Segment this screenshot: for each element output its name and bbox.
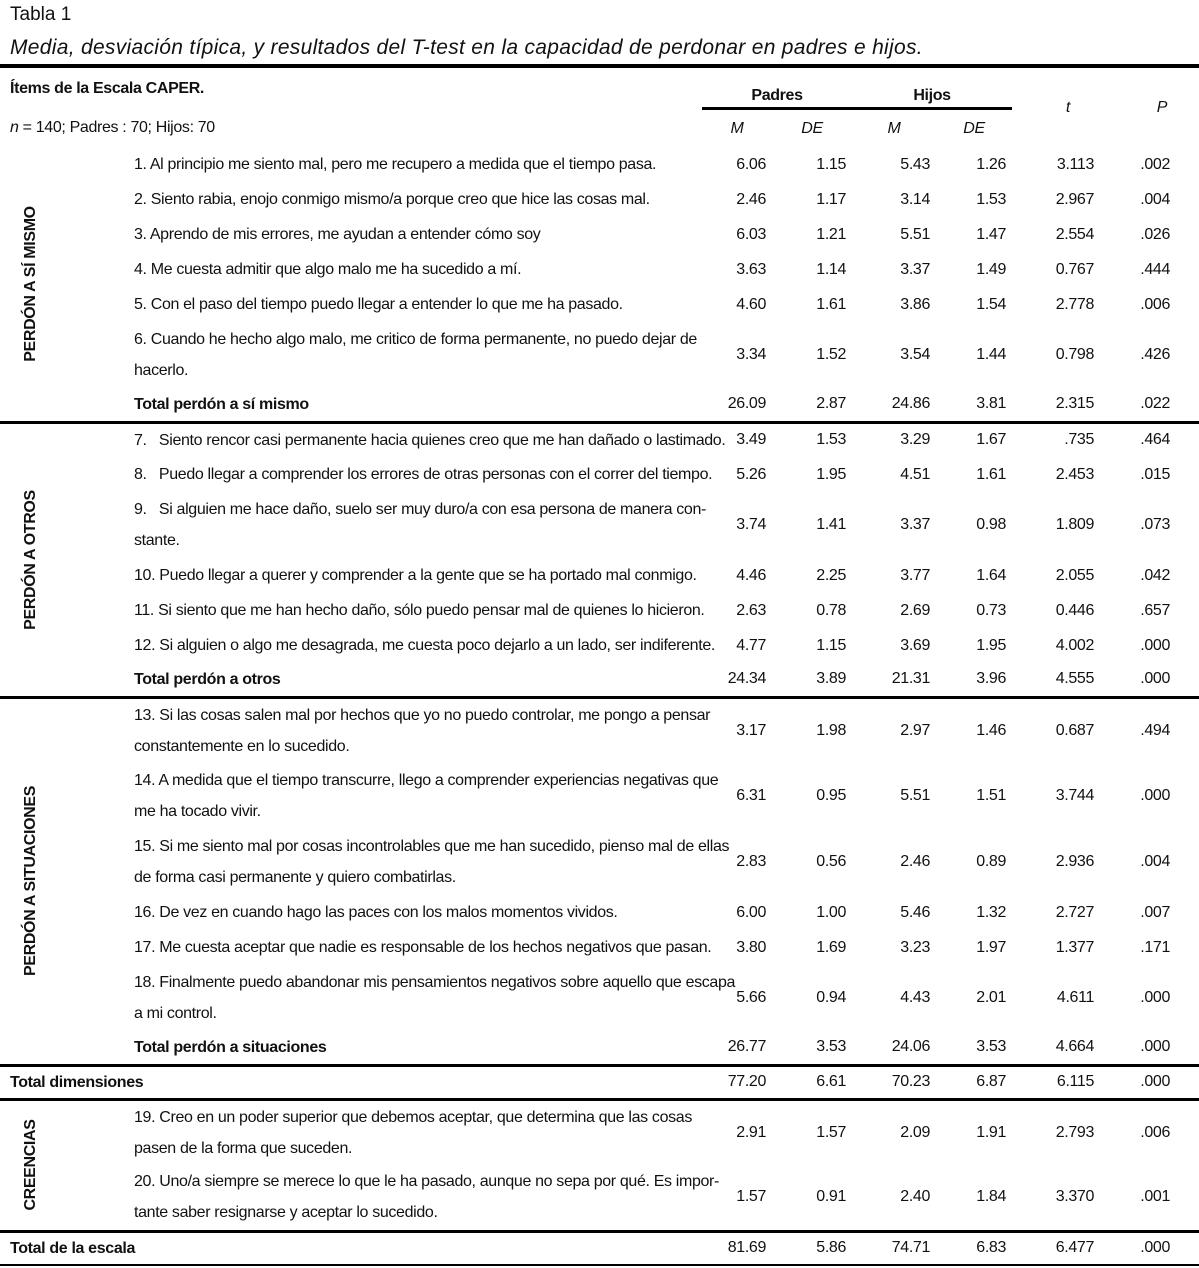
item-text	[62, 763, 719, 829]
value-de-hijos: 3.96	[976, 670, 1007, 688]
value-m-padres: 3.34	[736, 346, 767, 363]
value-m-padres: 6.06	[736, 155, 767, 173]
value-t: 2.453	[1055, 465, 1095, 483]
value-p: .006	[1140, 295, 1171, 313]
item-text	[62, 895, 702, 930]
table-title: Media, desviación típica, y resultados del T-test en la capacidad de perdonar en padres e hijos.	[10, 36, 923, 59]
value-de-padres: 1.52	[816, 346, 847, 363]
table-row	[0, 697, 1199, 763]
section-label-text: PERDÓN A SITUACIONES	[22, 785, 39, 977]
value-de-hijos: 1.44	[976, 346, 1007, 363]
value-t: 4.611	[1056, 989, 1095, 1006]
value-m-padres: 81.69	[727, 1239, 767, 1256]
value-m-hijos: 4.43	[900, 989, 931, 1006]
item-line: 5. Con el paso del tiempo puedo llegar a entender lo que me ha pasado.	[134, 296, 623, 313]
header-row-1	[0, 66, 1199, 109]
value-p: .026	[1140, 225, 1171, 243]
value-t: 0.798	[1055, 346, 1095, 363]
item-line: 3. Aprendo de mis errores, me ayudan a entender cómo soy	[134, 226, 541, 243]
value-de-padres: 0.78	[816, 601, 847, 619]
item-line: 4. Me cuesta admitir que algo malo me ha sucedido a mí.	[134, 261, 522, 278]
value-de-hijos: 1.61	[976, 465, 1007, 483]
value-de-padres: 2.25	[816, 566, 847, 584]
item-line: 12. Si alguien o algo me desagrada, me cuesta poco dejarlo a un lado, ser indiferente.	[134, 637, 715, 654]
value-de-hijos: 1.91	[976, 1123, 1007, 1141]
total-row	[0, 1031, 1199, 1065]
value-m-padres: 4.77	[736, 636, 767, 654]
table-row	[0, 763, 1199, 829]
table-number: Tabla 1	[10, 4, 72, 25]
value-m-padres: 6.00	[736, 903, 767, 921]
value-de-hijos: 0.98	[976, 516, 1007, 533]
value-de-padres: 3.53	[816, 1038, 847, 1056]
col-de-padres: DE	[801, 119, 823, 137]
value-de-padres: 2.87	[816, 395, 847, 413]
value-de-hijos: 0.73	[976, 601, 1007, 619]
value-t: .735	[1064, 431, 1095, 449]
total-label: Total perdón a otros	[134, 670, 281, 688]
value-t: 3.370	[1055, 1188, 1095, 1206]
table-row	[0, 829, 1199, 895]
section-label-text: PERDÓN A SÍ MISMO	[22, 205, 39, 362]
value-de-hijos: 6.87	[976, 1073, 1007, 1090]
value-t: 2.554	[1055, 225, 1095, 243]
table-row	[0, 1099, 1199, 1165]
col-t: t	[1065, 98, 1071, 116]
item-line: 17. Me cuesta aceptar que nadie es responsable de los hechos negativos que pasan.	[134, 939, 712, 956]
value-t: 6.477	[1055, 1239, 1095, 1256]
value-de-padres: 1.53	[816, 431, 847, 449]
value-m-padres: 5.66	[736, 989, 767, 1006]
item-text	[62, 829, 730, 895]
value-de-padres: 1.69	[816, 938, 847, 956]
table-row	[0, 287, 1199, 322]
value-t: 1.809	[1055, 516, 1095, 533]
value-m-padres: 2.83	[736, 853, 767, 870]
table-row	[0, 1165, 1199, 1231]
item-line: 9. Si alguien me hace daño, suelo ser muy duro/a con esa persona de manera con-	[134, 501, 707, 518]
value-p: .001	[1140, 1188, 1171, 1206]
value-m-hijos: 3.29	[900, 431, 931, 449]
item-line: 15. Si me siento mal por cosas incontrolables que me han sucedido, pienso mal de ellas	[134, 838, 730, 855]
value-p: .015	[1140, 465, 1171, 483]
table-row	[0, 628, 1199, 663]
item-text	[62, 182, 702, 217]
item-text	[62, 217, 702, 252]
value-de-hijos: 1.53	[976, 190, 1007, 208]
value-t: 2.936	[1055, 853, 1095, 870]
item-text	[62, 422, 726, 457]
section-label-text: PERDÓN A OTROS	[22, 489, 39, 630]
value-m-hijos: 3.23	[900, 938, 931, 956]
sample-n: n	[10, 119, 19, 137]
table-body	[0, 147, 1199, 1265]
group-padres: Padres	[702, 66, 852, 109]
item-text	[62, 1165, 720, 1231]
col-m-hijos: M	[887, 119, 901, 137]
value-p: .426	[1140, 346, 1171, 363]
caper-results-table	[0, 64, 1199, 1266]
value-de-hijos: 1.51	[976, 787, 1007, 804]
items-label: Ítems de la Escala CAPER.	[10, 79, 205, 97]
item-line: 11. Si siento que me han hecho daño, sólo puedo pensar mal de quienes lo hicieron.	[134, 602, 705, 619]
value-de-hijos: 3.53	[976, 1038, 1007, 1056]
value-t: 0.767	[1055, 260, 1095, 278]
value-p: .000	[1140, 670, 1171, 688]
value-de-padres: 1.15	[816, 155, 847, 173]
value-m-hijos: 5.43	[900, 155, 931, 173]
item-text	[62, 322, 702, 388]
value-m-hijos: 2.46	[900, 853, 931, 870]
item-line: 20. Uno/a siempre se merece lo que le ha pasado, aunque no sepa por qué. Es impor-	[134, 1173, 720, 1191]
value-de-hijos: 1.49	[976, 260, 1007, 278]
value-t: 4.002	[1055, 636, 1095, 654]
total-label: Total dimensiones	[10, 1073, 144, 1091]
value-t: 2.967	[1055, 190, 1095, 208]
value-p: .000	[1140, 989, 1171, 1006]
value-m-padres: 6.31	[736, 787, 767, 804]
value-de-padres: 1.14	[816, 260, 847, 278]
col-m-padres: M	[730, 119, 744, 137]
value-p: .000	[1140, 1239, 1171, 1256]
value-de-padres: 0.95	[816, 787, 847, 804]
item-text	[62, 697, 711, 763]
table-row	[0, 147, 1199, 182]
value-m-padres: 2.91	[736, 1123, 767, 1141]
item-line: stante.	[134, 532, 180, 549]
value-m-hijos: 3.54	[900, 346, 931, 363]
sample-size	[0, 109, 702, 148]
item-text	[62, 252, 702, 287]
value-m-hijos: 3.37	[900, 516, 931, 533]
table-row	[0, 322, 1199, 388]
value-t: 2.778	[1055, 295, 1095, 313]
item-line: 7. Siento rencor casi permanente hacia quienes creo que me han dañado o lastimado.	[134, 431, 726, 449]
item-text	[62, 965, 736, 1031]
value-p: .000	[1140, 1073, 1171, 1090]
item-text	[62, 930, 712, 965]
value-de-padres: 6.61	[816, 1073, 847, 1090]
value-de-hijos: 1.46	[976, 721, 1007, 739]
value-m-hijos: 4.51	[900, 465, 931, 483]
item-line: de forma casi permanente y quiero combatirlas.	[134, 869, 456, 886]
total-label: Total perdón a sí mismo	[134, 395, 309, 413]
value-p: .004	[1140, 853, 1171, 870]
section-label-text: CREENCIAS	[22, 1119, 39, 1211]
item-line: a mi control.	[134, 1005, 217, 1022]
item-text	[62, 628, 715, 663]
item-line: 14. A medida que el tiempo transcurre, llego a comprender experiencias negativas que	[134, 772, 719, 789]
value-de-padres: 0.94	[816, 989, 847, 1006]
table-row	[0, 422, 1199, 457]
value-p: .042	[1140, 566, 1171, 584]
item-line: 10. Puedo llegar a querer y comprender a la gente que se ha portado mal conmigo.	[134, 567, 697, 584]
table-row	[0, 457, 1199, 492]
value-m-hijos: 2.40	[900, 1188, 931, 1206]
value-de-padres: 3.89	[816, 670, 847, 688]
value-p: .022	[1140, 395, 1171, 413]
value-de-padres: 1.00	[816, 903, 847, 921]
section-label	[0, 697, 62, 1065]
value-de-hijos: 1.32	[976, 903, 1007, 921]
table-row	[0, 965, 1199, 1031]
value-m-hijos: 3.37	[900, 260, 931, 278]
value-de-hijos: 1.97	[976, 938, 1007, 956]
value-m-hijos: 70.23	[891, 1073, 931, 1090]
item-line: 19. Creo en un poder superior que debemos aceptar, que determina que las cosas	[134, 1108, 692, 1126]
table-row	[0, 182, 1199, 217]
value-de-padres: 5.86	[816, 1239, 847, 1256]
col-p: P	[1156, 98, 1168, 116]
table-row	[0, 217, 1199, 252]
total-row	[0, 663, 1199, 697]
value-m-padres: 5.26	[736, 465, 767, 483]
value-m-hijos: 2.97	[900, 721, 931, 739]
value-de-hijos: 1.54	[976, 295, 1007, 313]
table-row	[0, 492, 1199, 558]
value-m-hijos: 3.69	[900, 636, 931, 654]
value-m-hijos: 5.51	[900, 787, 931, 804]
table-row	[0, 593, 1199, 628]
value-m-padres: 1.57	[736, 1188, 767, 1206]
value-m-padres: 4.60	[736, 295, 767, 313]
value-m-padres: 26.77	[727, 1038, 767, 1056]
table-row	[0, 895, 1199, 930]
value-m-hijos: 2.69	[900, 601, 931, 619]
value-p: .004	[1140, 190, 1171, 208]
item-text	[62, 147, 702, 182]
value-m-hijos: 3.86	[900, 295, 931, 313]
item-text	[62, 457, 713, 492]
item-line: me ha tocado vivir.	[134, 803, 261, 820]
value-m-hijos: 3.14	[900, 190, 931, 208]
value-de-hijos: 1.47	[976, 225, 1007, 243]
value-m-hijos: 2.09	[900, 1123, 931, 1141]
item-text	[62, 558, 702, 593]
value-de-hijos: 1.84	[976, 1188, 1007, 1206]
value-m-padres: 3.49	[736, 431, 767, 449]
value-de-padres: 1.17	[816, 190, 847, 208]
value-t: 2.315	[1055, 395, 1095, 413]
item-line: hacerlo.	[134, 362, 189, 379]
value-de-hijos: 1.26	[976, 155, 1007, 173]
item-text	[62, 492, 707, 558]
value-p: .000	[1140, 1038, 1171, 1056]
value-de-hijos: 1.67	[976, 431, 1007, 449]
value-t: 0.446	[1055, 601, 1095, 619]
item-line: 8. Puedo llegar a comprender los errores de otras personas con el correr del tiempo.	[134, 466, 713, 483]
value-p: .002	[1140, 155, 1171, 173]
value-de-padres: 1.95	[816, 465, 847, 483]
value-m-padres: 3.74	[736, 516, 767, 533]
value-m-padres: 2.63	[736, 601, 767, 619]
total-row	[0, 388, 1199, 422]
value-p: .657	[1140, 601, 1171, 619]
table-row	[0, 558, 1199, 593]
value-m-padres: 6.03	[736, 225, 767, 243]
item-line: pasen de la forma que suceden.	[134, 1139, 353, 1157]
value-t: 2.055	[1055, 566, 1095, 584]
value-t: 6.115	[1056, 1073, 1095, 1090]
item-line: constantemente en lo sucedido.	[134, 737, 350, 755]
value-m-padres: 3.63	[736, 260, 767, 278]
value-de-padres: 0.56	[816, 853, 847, 870]
value-de-padres: 1.57	[816, 1123, 847, 1141]
value-de-hijos: 3.81	[976, 395, 1007, 413]
section-label	[0, 1099, 62, 1231]
value-de-padres: 1.98	[816, 721, 847, 739]
section-label	[0, 422, 62, 697]
value-de-hijos: 6.83	[976, 1239, 1007, 1256]
total-label: Total de la escala	[10, 1239, 136, 1257]
value-p: .073	[1140, 516, 1171, 533]
value-de-hijos: 1.64	[976, 566, 1007, 584]
item-text	[62, 1099, 702, 1165]
value-de-padres: 1.15	[816, 636, 847, 654]
value-t: 3.744	[1055, 787, 1095, 804]
value-p: .000	[1140, 636, 1171, 654]
value-m-padres: 3.17	[736, 721, 767, 739]
item-line: 2. Siento rabia, enojo conmigo mismo/a porque creo que hice las cosas mal.	[134, 191, 650, 208]
value-t: 2.793	[1055, 1123, 1095, 1141]
total-row	[0, 1231, 1199, 1265]
value-p: .171	[1140, 938, 1171, 956]
value-m-padres: 77.20	[727, 1073, 767, 1090]
value-p: .464	[1140, 431, 1171, 449]
section-label	[0, 147, 62, 422]
col-de-hijos: DE	[963, 119, 985, 137]
value-de-hijos: 0.89	[976, 853, 1007, 870]
value-m-padres: 4.46	[736, 566, 767, 584]
value-p: .444	[1140, 260, 1171, 278]
value-de-padres: 1.61	[816, 295, 847, 313]
value-m-hijos: 74.71	[891, 1239, 931, 1256]
value-m-padres: 26.09	[727, 395, 767, 413]
value-de-padres: 1.21	[816, 225, 847, 243]
item-line: 6. Cuando he hecho algo malo, me critico de forma permanente, no puedo dejar de	[134, 331, 697, 348]
item-line: 18. Finalmente puedo abandonar mis pensamientos negativos sobre aquello que escapa	[134, 974, 736, 991]
value-de-hijos: 1.95	[976, 636, 1007, 654]
value-p: .000	[1140, 787, 1171, 804]
item-line: 1. Al principio me siento mal, pero me recupero a medida que el tiempo pasa.	[134, 156, 657, 173]
item-text	[62, 593, 705, 628]
value-p: .494	[1140, 721, 1171, 739]
value-de-padres: 0.91	[816, 1188, 847, 1206]
table-row	[0, 252, 1199, 287]
value-m-hijos: 5.51	[900, 225, 931, 243]
value-m-padres: 24.34	[727, 670, 767, 688]
group-hijos: Hijos	[852, 66, 1012, 109]
value-p: .006	[1140, 1123, 1171, 1141]
value-de-hijos: 2.01	[976, 989, 1007, 1006]
value-t: 2.727	[1055, 903, 1095, 921]
item-line: tante saber resignarse y aceptar lo sucedido.	[134, 1204, 438, 1222]
value-p: .007	[1140, 903, 1171, 921]
value-de-padres: 1.41	[816, 516, 847, 533]
value-m-padres: 2.46	[736, 190, 767, 208]
value-m-hijos: 5.46	[900, 903, 931, 921]
total-label: Total perdón a situaciones	[134, 1038, 327, 1056]
value-t: 1.377	[1055, 938, 1095, 956]
item-line: 16. De vez en cuando hago las paces con los malos momentos vividos.	[134, 904, 618, 921]
value-t: 3.113	[1056, 155, 1095, 173]
value-t: 4.664	[1055, 1038, 1095, 1056]
total-row	[0, 1065, 1199, 1099]
value-m-hijos: 24.06	[891, 1038, 931, 1056]
sample-detail: = 140; Padres : 70; Hijos: 70	[18, 119, 215, 137]
value-t: 0.687	[1055, 721, 1095, 739]
item-line: 13. Si las cosas salen mal por hechos que yo no puedo controlar, me pongo a pensar	[134, 706, 711, 724]
value-m-hijos: 21.31	[891, 670, 931, 688]
value-m-hijos: 24.86	[891, 395, 931, 413]
value-m-hijos: 3.77	[900, 566, 931, 584]
item-text	[62, 287, 702, 322]
value-t: 4.555	[1055, 670, 1095, 688]
value-m-padres: 3.80	[736, 938, 767, 956]
table-row	[0, 930, 1199, 965]
